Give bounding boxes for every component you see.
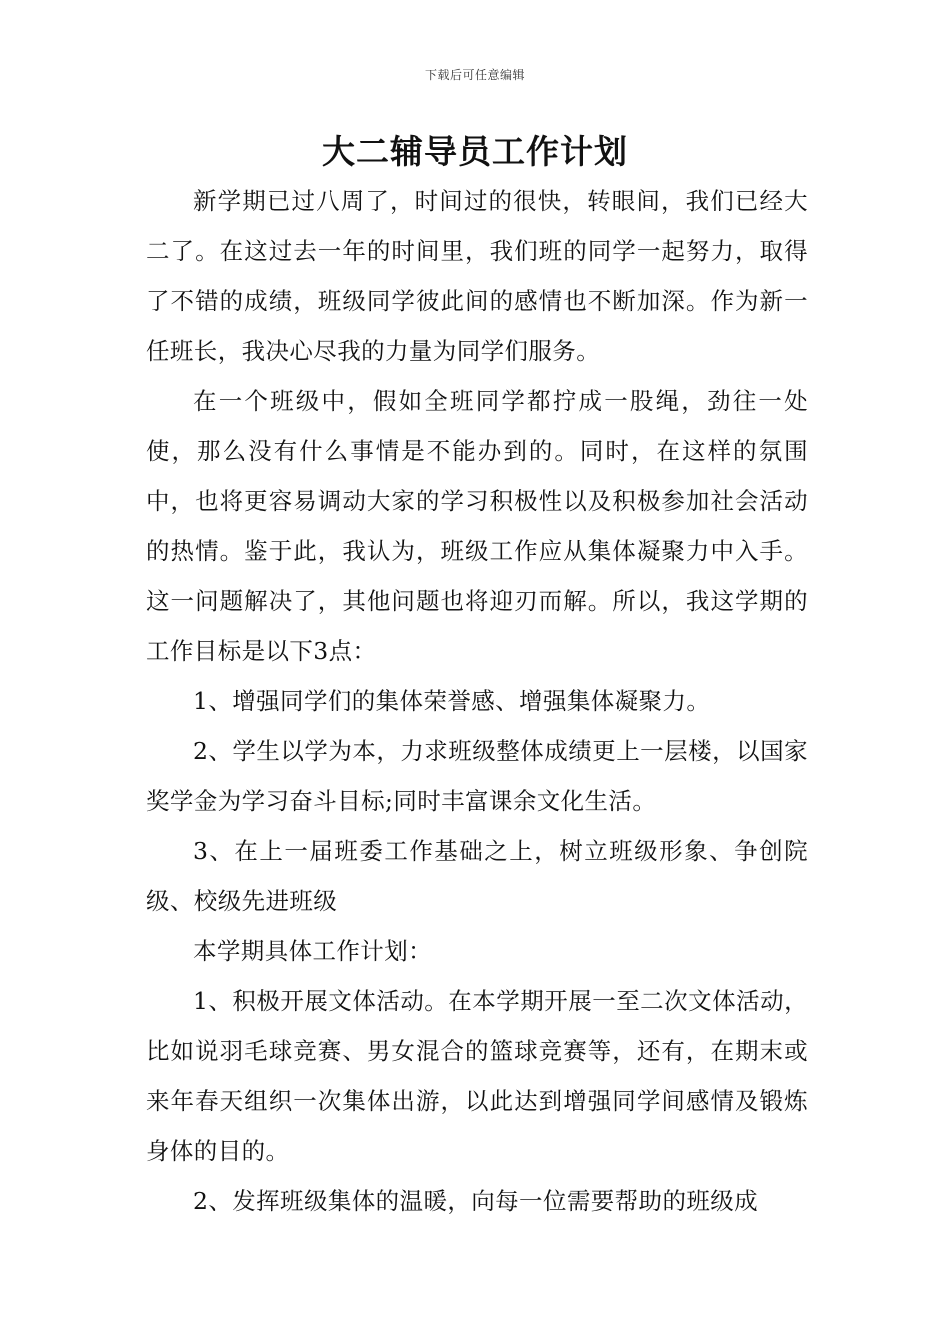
plan-item-2: 2、发挥班级集体的温暖，向每一位需要帮助的班级成	[193, 1187, 759, 1215]
document-title: 大二辅导员工作计划	[322, 132, 628, 171]
plan-heading: 本学期具体工作计划：	[193, 937, 432, 965]
document-body	[146, 176, 808, 1226]
goal-item-2: 2、学生以学为本，力求班级整体成绩更上一层楼，以国家奖学金为学习奋斗目标;同时丰富课余文化生活。	[146, 737, 808, 815]
header-note: 下载后可任意编辑	[424, 68, 525, 82]
goal-item-3: 3、在上一届班委工作基础之上，树立班级形象、争创院级、校级先进班级	[146, 837, 808, 915]
goal-item-1: 1、增强同学们的集体荣誉感、增强集体凝聚力。	[193, 687, 711, 715]
plan-item-1: 1、积极开展文体活动。在本学期开展一至二次文体活动，比如说羽毛球竞赛、男女混合的篮球竞赛等，还有，在期末或来年春天组织一次集体出游，以此达到增强同学间感情及锻炼身体的目的。	[146, 987, 808, 1165]
paragraph-intro: 新学期已过八周了，时间过的很快，转眼间，我们已经大二了。在这过去一年的时间里，我们班的同学一起努力，取得了不错的成绩，班级同学彼此间的感情也不断加深。作为新一任班长，我决心尽我的力量为同学们服务。	[146, 187, 808, 365]
paragraph-cohesion: 在一个班级中，假如全班同学都拧成一股绳，劲往一处使，那么没有什么事情是不能办到的。同时，在这样的氛围中，也将更容易调动大家的学习积极性以及积极参加社会活动的热情。鉴于此，我认为，班级工作应从集体凝聚力中入手。这一问题解决了，其他问题也将迎刃而解。所以，我这学期的工作目标是以下3点：	[146, 387, 808, 665]
